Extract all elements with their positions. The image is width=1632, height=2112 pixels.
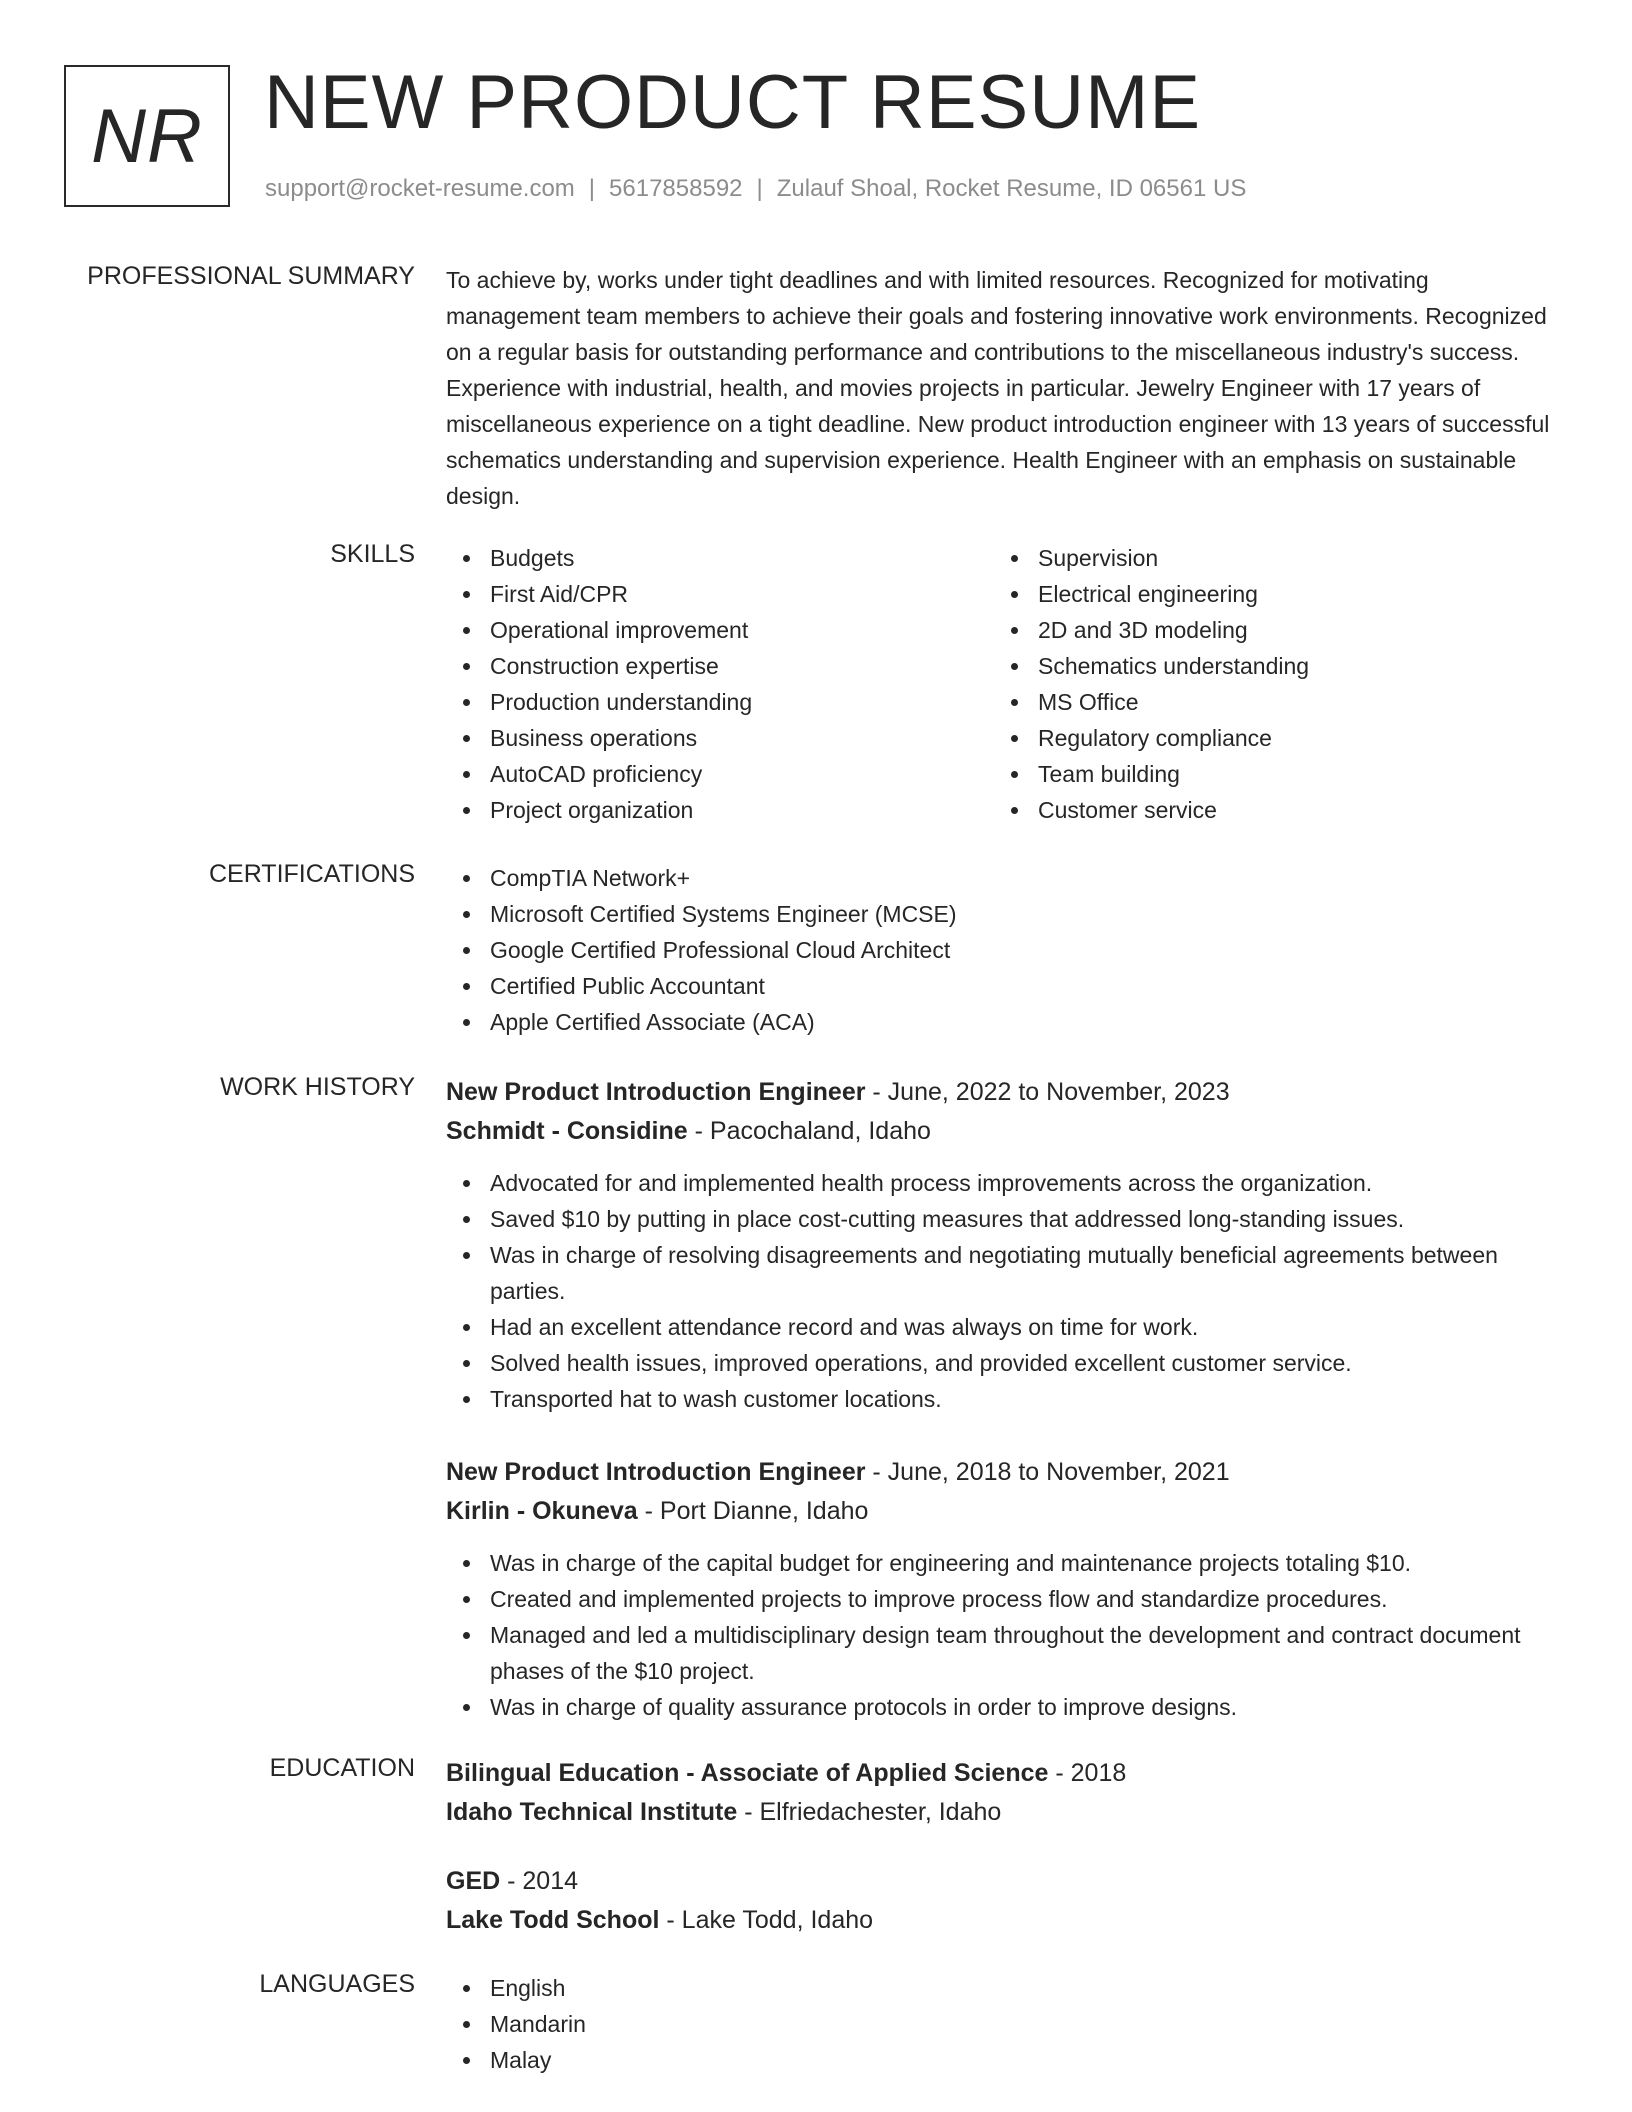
skill-item: Team building: [994, 756, 1542, 792]
skills-list-right: [994, 540, 1542, 828]
education-degree: GED: [446, 1867, 501, 1895]
contact-line: [265, 175, 1246, 203]
job-company-line: [446, 1492, 1561, 1531]
education-entry: [446, 1862, 1561, 1940]
section-title-skills: SKILLS: [330, 540, 415, 568]
job-bullet: Had an excellent attendance record and was always on time for work.: [446, 1309, 1561, 1345]
section-title-work-history: WORK HISTORY: [220, 1073, 415, 1101]
skill-item: Customer service: [994, 792, 1542, 828]
language-item: Mandarin: [446, 2006, 1561, 2042]
job-bullet: Solved health issues, improved operations, and provided excellent customer service.: [446, 1345, 1561, 1381]
job-title-line: [446, 1453, 1561, 1492]
resume-header: [64, 60, 1564, 210]
contact-address: Zulauf Shoal, Rocket Resume, ID 06561 US: [776, 175, 1247, 202]
skill-item: Construction expertise: [446, 648, 994, 684]
section-title-education: EDUCATION: [269, 1754, 415, 1782]
education-degree-line: [446, 1862, 1561, 1901]
job-bullet: Transported hat to wash customer locations.: [446, 1381, 1561, 1417]
skill-item: First Aid/CPR: [446, 576, 994, 612]
education-school: Idaho Technical Institute: [446, 1798, 738, 1826]
skill-item: Production understanding: [446, 684, 994, 720]
certification-item: Microsoft Certified Systems Engineer (MCSE): [446, 896, 1561, 932]
education-entry: [446, 1754, 1561, 1832]
job-entry: [446, 1073, 1561, 1417]
certification-item: Google Certified Professional Cloud Architect: [446, 932, 1561, 968]
job-location: - Port Dianne, Idaho: [637, 1497, 869, 1525]
job-dates: - June, 2018 to November, 2021: [865, 1458, 1230, 1486]
certifications-list: [446, 860, 1561, 1040]
education-degree: Bilingual Education - Associate of Applied Science: [446, 1759, 1049, 1787]
language-item: English: [446, 1970, 1561, 2006]
certification-item: Certified Public Accountant: [446, 968, 1561, 1004]
skill-item: Supervision: [994, 540, 1542, 576]
job-bullet: Saved $10 by putting in place cost-cutting measures that addressed long-standing issues.: [446, 1201, 1561, 1237]
job-entry: [446, 1453, 1561, 1725]
skill-item: Business operations: [446, 720, 994, 756]
education-location: - Elfriedachester, Idaho: [737, 1798, 1002, 1826]
skill-item: AutoCAD proficiency: [446, 756, 994, 792]
job-location: - Pacochaland, Idaho: [687, 1117, 931, 1145]
summary-text: To achieve by, works under tight deadlines and with limited resources. Recognized for motivating management team members to achieve their goals and fostering innovative work environments. Recognized on a regular basis for outstanding performance and contributions to the miscellaneous industry's success. Experience with industrial, health, and movies projects in particular. Jewelry Engineer with 17 years of miscellaneous experience on a tight deadline. New product introduction engineer with 13 years of successful schematics understanding and supervision experience. Health Engineer with an emphasis on sustainable design.: [446, 267, 1550, 509]
education-school: Lake Todd School: [446, 1906, 660, 1934]
section-title-languages: LANGUAGES: [259, 1970, 415, 1998]
job-bullets: [446, 1165, 1561, 1417]
skill-item: MS Office: [994, 684, 1542, 720]
skill-item: Operational improvement: [446, 612, 994, 648]
education-school-line: [446, 1793, 1561, 1832]
job-company: Schmidt - Considine: [446, 1117, 688, 1145]
job-company-line: [446, 1112, 1561, 1151]
education-year: - 2018: [1048, 1759, 1127, 1787]
job-role: New Product Introduction Engineer: [446, 1078, 866, 1106]
contact-separator: |: [756, 175, 763, 202]
job-bullets: [446, 1545, 1561, 1725]
job-role: New Product Introduction Engineer: [446, 1458, 866, 1486]
job-bullet: Was in charge of quality assurance protocols in order to improve designs.: [446, 1689, 1561, 1725]
resume-name: NEW PRODUCT RESUME: [264, 60, 1202, 145]
certification-item: Apple Certified Associate (ACA): [446, 1004, 1561, 1040]
contact-email: support@rocket-resume.com: [265, 175, 575, 202]
certification-item: CompTIA Network+: [446, 860, 1561, 896]
skills-list-left: [446, 540, 994, 828]
job-company: Kirlin - Okuneva: [446, 1497, 638, 1525]
skill-item: Regulatory compliance: [994, 720, 1542, 756]
skill-item: Budgets: [446, 540, 994, 576]
education-school-line: [446, 1901, 1561, 1940]
job-dates: - June, 2022 to November, 2023: [865, 1078, 1230, 1106]
education-year: - 2014: [500, 1867, 579, 1895]
skill-item: Project organization: [446, 792, 994, 828]
job-bullet: Created and implemented projects to improve process flow and standardize procedures.: [446, 1581, 1561, 1617]
skill-item: 2D and 3D modeling: [994, 612, 1542, 648]
job-bullet: Was in charge of resolving disagreements and negotiating mutually beneficial agreements between parties.: [446, 1237, 1561, 1309]
job-bullet: Advocated for and implemented health process improvements across the organization.: [446, 1165, 1561, 1201]
education-location: - Lake Todd, Idaho: [659, 1906, 874, 1934]
skill-item: Schematics understanding: [994, 648, 1542, 684]
skill-item: Electrical engineering: [994, 576, 1542, 612]
section-title-summary: PROFESSIONAL SUMMARY: [87, 262, 415, 290]
job-bullet: Managed and led a multidisciplinary design team throughout the development and contract document phases of the $10 project.: [446, 1617, 1561, 1689]
education-degree-line: [446, 1754, 1561, 1793]
language-item: Malay: [446, 2042, 1561, 2078]
languages-list: [446, 1970, 1561, 2078]
contact-phone: 5617858592: [609, 175, 743, 202]
contact-separator: |: [588, 175, 596, 202]
initials-monogram: NR: [64, 65, 230, 207]
section-title-certifications: CERTIFICATIONS: [208, 860, 415, 888]
job-title-line: [446, 1073, 1561, 1112]
job-bullet: Was in charge of the capital budget for engineering and maintenance projects totaling $10.: [446, 1545, 1561, 1581]
